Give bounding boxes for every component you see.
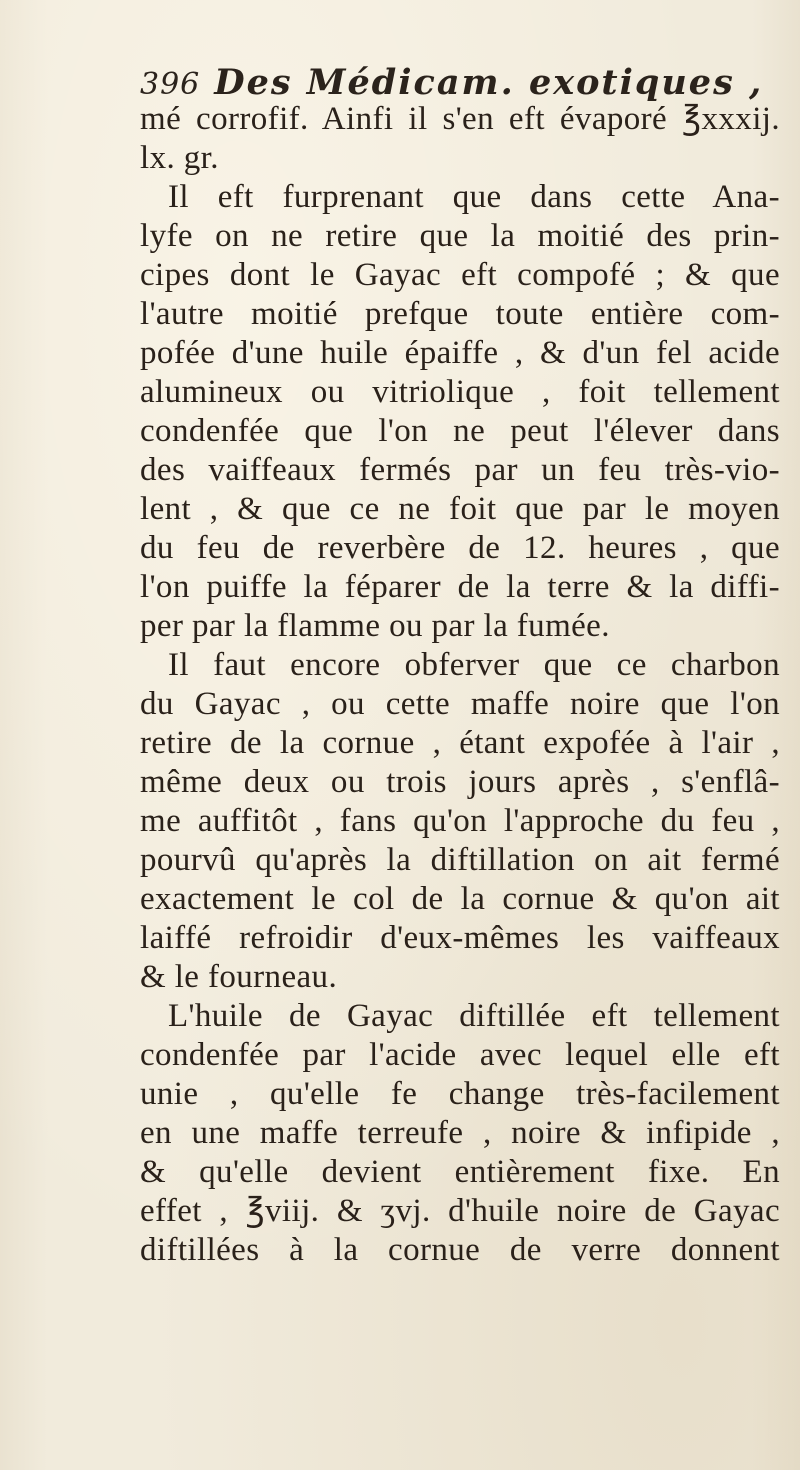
text-line: pourvû qu'après la diftillation on ait fermé xyxy=(140,842,780,878)
text-line: & qu'elle devient entièrement fixe. En xyxy=(140,1154,780,1190)
text-line: unie , qu'elle fe change très-facilement xyxy=(140,1076,780,1112)
running-title: Des Médicam. exotiques , xyxy=(214,62,764,103)
text-line: pofée d'une huile épaiffe , & d'un fel acide xyxy=(140,335,780,371)
text-line: diftillées à la cornue de verre donnent xyxy=(140,1232,780,1268)
paragraph-start-line: L'huile de Gayac diftillée eft tellement xyxy=(168,998,780,1034)
body-text xyxy=(140,100,780,1270)
text-line: condenfée par l'acide avec lequel elle eft xyxy=(140,1037,780,1073)
text-line: cipes dont le Gayac eft compofé ; & que xyxy=(140,257,780,293)
text-line: lx. gr. xyxy=(140,140,219,176)
text-line: en une maffe terreufe , noire & infipide , xyxy=(140,1115,780,1151)
paragraph-start-line: Il faut encore obferver que ce charbon xyxy=(168,647,780,683)
paragraph-start-line: Il eft furprenant que dans cette Ana- xyxy=(168,179,780,215)
text-line: laiffé refroidir d'eux-mêmes les vaiffeaux xyxy=(140,920,780,956)
text-line: retire de la cornue , étant expofée à l'air , xyxy=(140,725,780,761)
text-line: lyfe on ne retire que la moitié des prin- xyxy=(140,218,780,254)
text-line: effet , ℥viij. & ʒvj. d'huile noire de Gayac xyxy=(140,1193,780,1229)
text-line: des vaiffeaux fermés par un feu très-vio- xyxy=(140,452,780,488)
text-line: du feu de reverbère de 12. heures , que xyxy=(140,530,780,566)
text-line: per par la flamme ou par la fumée. xyxy=(140,608,610,644)
text-line: me auffitôt , fans qu'on l'approche du feu , xyxy=(140,803,780,839)
text-line: & le fourneau. xyxy=(140,959,338,995)
text-line: l'autre moitié prefque toute entière com- xyxy=(140,296,780,332)
text-line: du Gayac , ou cette maffe noire que l'on xyxy=(140,686,780,722)
text-line: alumineux ou vitriolique , foit tellement xyxy=(140,374,780,410)
text-line: l'on puiffe la féparer de la terre & la diffi- xyxy=(140,569,780,605)
text-line: lent , & que ce ne foit que par le moyen xyxy=(140,491,780,527)
text-line: condenfée que l'on ne peut l'élever dans xyxy=(140,413,780,449)
text-line: exactement le col de la cornue & qu'on ait xyxy=(140,881,780,917)
page-number: 396 xyxy=(140,67,201,102)
text-line: mé corrofif. Ainfi il s'en eft évaporé ℥xxxij. xyxy=(140,101,780,137)
text-line: même deux ou trois jours après , s'enflâ- xyxy=(140,764,780,800)
